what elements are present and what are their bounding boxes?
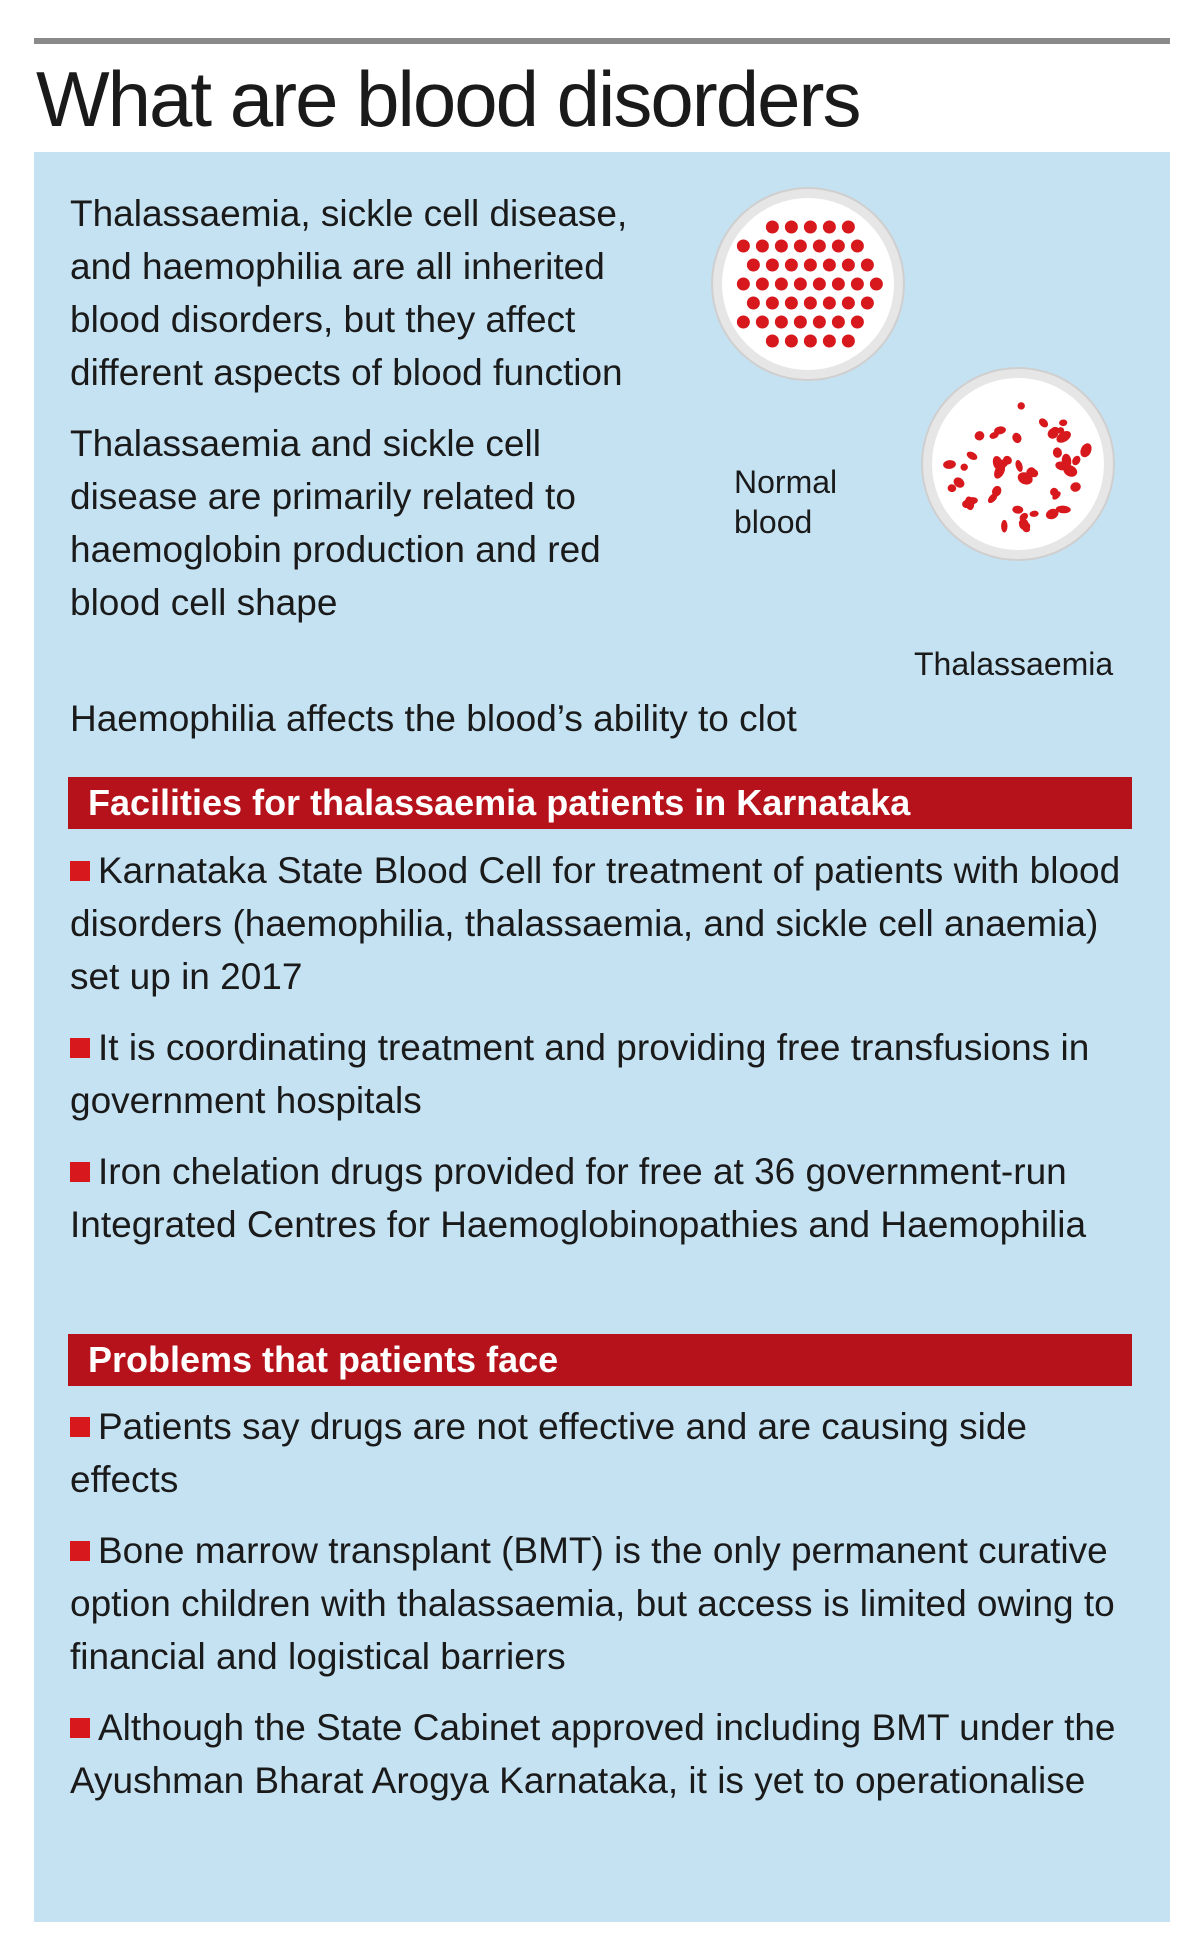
red-cell-icon xyxy=(861,297,874,310)
red-cell-icon xyxy=(842,221,855,234)
list-item-text: Iron chelation drugs provided for free at 36 government-run Integrated Centres for Haemoglobinopathies and Haemophilia xyxy=(70,1151,1087,1245)
page-title: What are blood disorders xyxy=(36,55,860,143)
red-cell-icon xyxy=(804,221,817,234)
red-cell-icon xyxy=(737,278,750,291)
red-cell-icon xyxy=(823,335,836,348)
red-cell-icon xyxy=(823,297,836,310)
problems-list xyxy=(70,1400,1140,1825)
list-item-text: Bone marrow transplant (BMT) is the only permanent curative option children with thalassaemia, but access is limited owing to financial and logistical barriers xyxy=(70,1530,1115,1677)
list-item-text: It is coordinating treatment and providing free transfusions in government hospitals xyxy=(70,1027,1090,1121)
list-item xyxy=(70,1524,1140,1683)
red-cell-icon xyxy=(832,240,845,253)
bullet-square-icon xyxy=(70,1417,90,1437)
red-cell-icon xyxy=(813,240,826,253)
intro-paragraph-2: Thalassaemia and sickle cell disease are primarily related to haemoglobin production and red blood cell shape xyxy=(70,423,601,623)
red-cell-icon xyxy=(832,316,845,329)
red-cell-icon xyxy=(785,259,798,272)
intro-text xyxy=(70,187,640,647)
red-cell-icon xyxy=(851,240,864,253)
list-item xyxy=(70,844,1140,1003)
red-cell-icon xyxy=(813,278,826,291)
red-cell-icon xyxy=(794,240,807,253)
red-cell-icon xyxy=(747,297,760,310)
red-cell-icon xyxy=(804,335,817,348)
list-item xyxy=(70,1021,1140,1127)
red-cell-icon xyxy=(737,240,750,253)
facilities-list xyxy=(70,844,1140,1269)
red-cell-icon xyxy=(823,221,836,234)
red-cell-icon xyxy=(756,278,769,291)
misshapen-cell-icon xyxy=(1001,520,1007,533)
facilities-heading: Facilities for thalassaemia patients in Karnataka xyxy=(68,777,1132,829)
bullet-square-icon xyxy=(70,1038,90,1058)
bullet-square-icon xyxy=(70,1162,90,1182)
red-cell-icon xyxy=(785,221,798,234)
red-cell-icon xyxy=(747,259,760,272)
thalassaemia-label: Thalassaemia xyxy=(914,646,1114,682)
top-rule xyxy=(34,38,1170,44)
list-item-text: Karnataka State Blood Cell for treatment of patients with blood disorders (haemophilia, thalassaemia, and sickle cell anaemia) set up in 2017 xyxy=(70,850,1121,997)
red-cell-icon xyxy=(804,259,817,272)
red-cell-icon xyxy=(851,316,864,329)
blood-illustration xyxy=(674,184,1154,704)
bullet-square-icon xyxy=(70,1541,90,1561)
red-cell-icon xyxy=(737,316,750,329)
bullet-square-icon xyxy=(70,1718,90,1738)
red-cell-icon xyxy=(766,221,779,234)
red-cell-icon xyxy=(842,335,855,348)
red-cell-icon xyxy=(766,335,779,348)
normal-blood-label: Normal blood xyxy=(734,464,838,540)
red-cell-icon xyxy=(766,297,779,310)
red-cell-icon xyxy=(842,259,855,272)
problems-heading: Problems that patients face xyxy=(68,1334,1132,1386)
red-cell-icon xyxy=(775,240,788,253)
red-cell-icon xyxy=(842,297,855,310)
red-cell-icon xyxy=(823,259,836,272)
red-cell-icon xyxy=(813,316,826,329)
info-panel xyxy=(34,152,1170,1922)
red-cell-icon xyxy=(861,259,874,272)
intro-paragraph-1: Thalassaemia, sickle cell disease, and haemophilia are all inherited blood disorders, but they affect different aspects of blood function xyxy=(70,193,628,393)
red-cell-icon xyxy=(870,278,883,291)
red-cell-icon xyxy=(785,297,798,310)
normal-blood-dish-icon xyxy=(708,184,908,384)
red-cell-icon xyxy=(775,278,788,291)
red-cell-icon xyxy=(756,240,769,253)
red-cell-icon xyxy=(794,316,807,329)
list-item-text: Patients say drugs are not effective and are causing side effects xyxy=(70,1406,1027,1500)
red-cell-icon xyxy=(775,316,788,329)
intro-paragraph-3: Haemophilia affects the blood’s ability to clot xyxy=(70,698,797,739)
bullet-square-icon xyxy=(70,861,90,881)
thalassaemia-blood-dish-icon xyxy=(918,364,1118,564)
list-item xyxy=(70,1701,1140,1807)
red-cell-icon xyxy=(851,278,864,291)
red-cell-icon xyxy=(785,335,798,348)
list-item-text: Although the State Cabinet approved including BMT under the Ayushman Bharat Arogya Karnataka, it is yet to operationalise xyxy=(70,1707,1116,1801)
red-cell-icon xyxy=(756,316,769,329)
red-cell-icon xyxy=(804,297,817,310)
list-item xyxy=(70,1145,1140,1251)
red-cell-icon xyxy=(794,278,807,291)
list-item xyxy=(70,1400,1140,1506)
red-cell-icon xyxy=(832,278,845,291)
red-cell-icon xyxy=(766,259,779,272)
